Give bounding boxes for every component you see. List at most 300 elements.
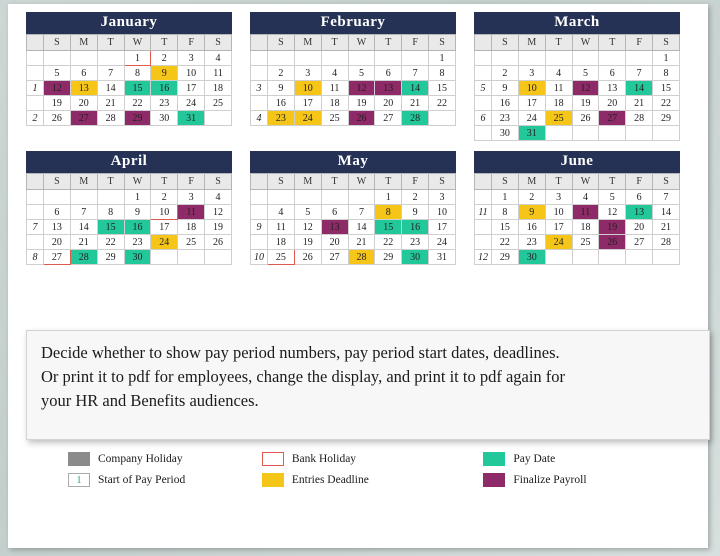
day-cell[interactable]: 27 [44,250,71,265]
day-cell[interactable]: 29 [492,250,519,265]
day-cell[interactable] [70,51,97,66]
day-cell[interactable] [492,51,519,66]
day-cell[interactable] [44,51,71,66]
week-row [475,235,680,250]
month-title: March [474,12,680,34]
day-cell[interactable]: 20 [626,220,653,235]
day-cell[interactable]: 30 [124,250,151,265]
week-row [251,220,456,235]
day-cell[interactable]: 9 [268,81,295,96]
day-cell[interactable]: 28 [402,111,429,126]
day-cell[interactable]: 15 [375,220,402,235]
weekday-header: M [294,35,321,51]
day-cell[interactable]: 15 [429,81,456,96]
day-cell[interactable]: 12 [44,81,71,96]
day-cell[interactable]: 21 [97,96,124,111]
day-cell[interactable]: 16 [124,220,151,235]
week-row [251,250,456,265]
day-cell[interactable] [572,126,599,141]
day-cell[interactable]: 22 [97,235,124,250]
day-cell[interactable] [599,250,626,265]
day-cell[interactable]: 30 [402,250,429,265]
day-cell[interactable]: 4 [205,51,232,66]
day-cell[interactable]: 12 [205,205,232,220]
legend-swatch-holiday [68,452,90,466]
legend-swatch-start: 1 [68,473,90,487]
day-cell[interactable]: 4 [268,205,295,220]
day-cell[interactable] [599,126,626,141]
day-cell[interactable]: 22 [492,235,519,250]
weekday-header: M [70,174,97,190]
day-cell[interactable]: 4 [545,66,572,81]
legend-item [68,473,262,487]
weekday-header: W [124,35,151,51]
day-cell[interactable]: 2 [151,190,178,205]
pay-period-column-header [27,35,44,51]
day-cell[interactable]: 13 [44,220,71,235]
day-cell[interactable] [572,250,599,265]
day-cell[interactable]: 13 [375,81,402,96]
month-block [474,151,680,265]
day-cell[interactable]: 6 [599,66,626,81]
day-cell[interactable]: 7 [402,66,429,81]
week-row [251,205,456,220]
day-cell[interactable]: 1 [124,190,151,205]
day-cell[interactable]: 13 [599,81,626,96]
day-cell[interactable]: 9 [124,205,151,220]
day-cell[interactable]: 15 [124,81,151,96]
day-cell[interactable]: 10 [151,205,178,220]
day-cell[interactable]: 16 [518,220,545,235]
day-cell[interactable]: 5 [44,66,71,81]
day-cell[interactable]: 7 [348,205,375,220]
day-cell[interactable]: 23 [492,111,519,126]
pay-period-column-header [251,35,268,51]
day-cell[interactable]: 13 [626,205,653,220]
day-cell[interactable]: 16 [402,220,429,235]
day-cell[interactable]: 9 [492,81,519,96]
day-cell[interactable]: 24 [178,96,205,111]
day-cell[interactable]: 2 [492,66,519,81]
day-cell[interactable]: 23 [268,111,295,126]
day-cell[interactable]: 2 [151,51,178,66]
day-cell[interactable]: 27 [375,111,402,126]
week-row [27,190,232,205]
pay-period-number: 3 [251,81,268,96]
day-cell[interactable]: 16 [268,96,295,111]
day-cell[interactable]: 27 [626,235,653,250]
day-cell[interactable]: 7 [626,66,653,81]
day-cell[interactable]: 20 [321,235,348,250]
day-cell[interactable]: 19 [572,96,599,111]
day-cell[interactable]: 18 [205,81,232,96]
day-cell[interactable]: 23 [124,235,151,250]
pay-period-number: 8 [27,250,44,265]
weekday-header: W [348,174,375,190]
day-cell[interactable]: 15 [492,220,519,235]
callout-box [26,330,710,440]
day-cell[interactable]: 23 [151,96,178,111]
day-cell[interactable]: 8 [429,66,456,81]
day-cell[interactable]: 22 [429,96,456,111]
weekday-header: W [124,174,151,190]
day-cell[interactable]: 28 [70,250,97,265]
day-cell[interactable]: 6 [626,190,653,205]
day-cell[interactable]: 2 [402,190,429,205]
day-cell[interactable]: 24 [518,111,545,126]
pay-period-number: 1 [27,81,44,96]
day-cell[interactable]: 17 [545,220,572,235]
day-cell[interactable]: 3 [429,190,456,205]
day-cell[interactable]: 4 [205,190,232,205]
day-cell[interactable]: 8 [97,205,124,220]
weekday-header: F [178,174,205,190]
day-cell[interactable] [402,51,429,66]
weekday-header: T [321,174,348,190]
day-cell[interactable]: 6 [321,205,348,220]
day-cell[interactable]: 28 [653,235,680,250]
day-cell[interactable]: 1 [124,51,151,66]
pay-period-number [475,235,492,250]
day-cell[interactable]: 11 [205,66,232,81]
day-cell[interactable]: 19 [599,220,626,235]
day-cell[interactable] [151,250,178,265]
day-cell[interactable] [599,51,626,66]
weekday-header: T [97,35,124,51]
day-cell[interactable]: 1 [492,190,519,205]
day-cell[interactable]: 18 [268,235,295,250]
day-cell[interactable]: 22 [653,96,680,111]
month-title: May [250,151,456,173]
weekday-header: M [518,35,545,51]
day-cell[interactable]: 8 [124,66,151,81]
day-cell[interactable] [321,190,348,205]
day-cell[interactable]: 15 [653,81,680,96]
callout-line-3: your HR and Benefits audiences. [41,390,259,410]
day-cell[interactable]: 10 [518,81,545,96]
day-cell[interactable]: 31 [429,250,456,265]
day-cell[interactable]: 5 [348,66,375,81]
day-cell[interactable]: 22 [375,235,402,250]
day-cell[interactable]: 19 [44,96,71,111]
day-cell[interactable] [294,51,321,66]
month-title: June [474,151,680,173]
weekday-header: S [429,35,456,51]
day-cell[interactable]: 28 [626,111,653,126]
day-cell[interactable]: 31 [518,126,545,141]
weekday-header: F [178,35,205,51]
pay-period-number: 11 [475,205,492,220]
day-cell[interactable]: 3 [294,66,321,81]
day-cell[interactable]: 8 [375,205,402,220]
day-cell[interactable]: 16 [151,81,178,96]
week-row [251,190,456,205]
day-cell[interactable]: 20 [70,96,97,111]
day-cell[interactable]: 14 [402,81,429,96]
day-cell[interactable]: 24 [151,235,178,250]
day-cell[interactable] [348,51,375,66]
day-cell[interactable]: 10 [545,205,572,220]
day-cell[interactable]: 1 [653,51,680,66]
day-cell[interactable] [348,190,375,205]
day-cell[interactable]: 25 [572,235,599,250]
callout-line-2: Or print it to pdf for employees, change the display, and print it to pdf again for [41,366,566,386]
month-block [250,12,456,141]
day-cell[interactable]: 9 [402,205,429,220]
week-row [475,81,680,96]
day-cell[interactable]: 25 [321,111,348,126]
day-cell[interactable] [653,126,680,141]
legend [68,452,668,494]
day-cell[interactable]: 17 [429,220,456,235]
day-cell[interactable]: 25 [205,96,232,111]
day-cell[interactable] [375,51,402,66]
day-cell[interactable]: 28 [97,111,124,126]
pay-period-column-header [475,35,492,51]
legend-item [68,452,262,466]
day-cell[interactable]: 17 [151,220,178,235]
day-cell[interactable]: 5 [572,66,599,81]
weekday-header: T [599,174,626,190]
day-cell[interactable] [44,190,71,205]
week-row [475,190,680,205]
day-cell[interactable]: 21 [402,96,429,111]
day-cell[interactable]: 27 [321,250,348,265]
week-row [475,111,680,126]
pay-period-column-header [251,174,268,190]
day-cell[interactable] [626,51,653,66]
weekday-header: S [205,174,232,190]
week-row [251,235,456,250]
day-cell[interactable]: 18 [321,96,348,111]
day-cell[interactable]: 29 [653,111,680,126]
day-cell[interactable] [518,51,545,66]
month-block [474,12,680,141]
day-cell[interactable]: 23 [518,235,545,250]
day-cell[interactable]: 12 [294,220,321,235]
day-cell[interactable]: 26 [44,111,71,126]
day-cell[interactable]: 25 [178,235,205,250]
week-row [27,111,232,126]
day-cell[interactable] [545,51,572,66]
day-cell[interactable] [205,111,232,126]
day-cell[interactable]: 30 [518,250,545,265]
day-cell[interactable]: 26 [348,111,375,126]
weekday-header: M [70,35,97,51]
month-table [250,173,456,265]
day-cell[interactable]: 6 [44,205,71,220]
month-block [26,12,232,141]
day-cell[interactable]: 19 [205,220,232,235]
day-cell[interactable]: 4 [321,66,348,81]
day-cell[interactable]: 18 [178,220,205,235]
day-cell[interactable]: 11 [545,81,572,96]
day-cell[interactable] [97,51,124,66]
week-row [251,96,456,111]
day-cell[interactable]: 13 [321,220,348,235]
day-cell[interactable]: 27 [70,111,97,126]
weekday-header: T [375,35,402,51]
calendar-months-grid [26,12,698,275]
day-cell[interactable]: 7 [653,190,680,205]
legend-row [68,452,668,466]
day-cell[interactable] [545,126,572,141]
day-cell[interactable]: 7 [70,205,97,220]
day-cell[interactable]: 25 [545,111,572,126]
week-row [27,220,232,235]
day-cell[interactable]: 2 [518,190,545,205]
day-cell[interactable]: 31 [178,111,205,126]
day-cell[interactable]: 21 [626,96,653,111]
day-cell[interactable]: 20 [599,96,626,111]
day-cell[interactable] [572,51,599,66]
day-cell[interactable]: 30 [492,126,519,141]
day-cell[interactable]: 1 [375,190,402,205]
day-cell[interactable]: 14 [626,81,653,96]
calendar-sheet [8,4,708,548]
day-cell[interactable]: 15 [97,220,124,235]
day-cell[interactable]: 13 [70,81,97,96]
day-cell[interactable]: 12 [599,205,626,220]
day-cell[interactable]: 23 [402,235,429,250]
day-cell[interactable]: 24 [545,235,572,250]
day-cell[interactable] [294,190,321,205]
day-cell[interactable]: 14 [348,220,375,235]
month-table [474,34,680,141]
legend-swatch-final [483,473,505,487]
day-cell[interactable]: 18 [545,96,572,111]
day-cell[interactable]: 26 [205,235,232,250]
pay-period-number [475,96,492,111]
day-cell[interactable]: 18 [572,220,599,235]
day-cell[interactable] [97,190,124,205]
day-cell[interactable]: 29 [124,111,151,126]
day-cell[interactable]: 9 [518,205,545,220]
day-cell[interactable]: 1 [429,51,456,66]
day-cell[interactable]: 19 [294,235,321,250]
day-cell[interactable]: 21 [70,235,97,250]
day-cell[interactable]: 16 [492,96,519,111]
legend-label: Start of Pay Period [98,474,186,486]
day-cell[interactable]: 22 [124,96,151,111]
day-cell[interactable]: 21 [653,220,680,235]
weekday-header: F [626,174,653,190]
day-cell[interactable] [545,250,572,265]
day-cell[interactable]: 9 [151,66,178,81]
day-cell[interactable]: 17 [294,96,321,111]
pay-period-number: 7 [27,220,44,235]
month-table [250,34,456,126]
day-cell[interactable]: 2 [268,66,295,81]
day-cell[interactable] [626,250,653,265]
weekday-header: T [545,174,572,190]
pay-period-number [251,66,268,81]
day-cell[interactable]: 7 [97,66,124,81]
day-cell[interactable]: 24 [294,111,321,126]
day-cell[interactable]: 17 [518,96,545,111]
day-cell[interactable]: 11 [572,205,599,220]
legend-label: Pay Date [513,453,556,465]
day-cell[interactable]: 11 [321,81,348,96]
day-cell[interactable]: 14 [97,81,124,96]
weekday-header: T [375,174,402,190]
weekday-header: S [492,174,519,190]
weekday-header: T [151,35,178,51]
day-cell[interactable]: 21 [348,235,375,250]
day-cell[interactable] [178,250,205,265]
day-cell[interactable]: 14 [70,220,97,235]
day-cell[interactable]: 6 [70,66,97,81]
day-cell[interactable]: 12 [572,81,599,96]
day-cell[interactable] [268,51,295,66]
day-cell[interactable]: 10 [178,66,205,81]
weekday-header: S [268,174,295,190]
day-cell[interactable] [653,250,680,265]
day-cell[interactable]: 29 [375,250,402,265]
day-cell[interactable]: 24 [429,235,456,250]
day-cell[interactable]: 28 [348,250,375,265]
day-cell[interactable]: 6 [375,66,402,81]
day-cell[interactable]: 10 [429,205,456,220]
day-cell[interactable]: 8 [492,205,519,220]
pay-period-number: 2 [27,111,44,126]
day-cell[interactable]: 12 [348,81,375,96]
day-cell[interactable] [429,111,456,126]
day-cell[interactable]: 3 [178,190,205,205]
day-cell[interactable]: 19 [348,96,375,111]
day-cell[interactable] [321,51,348,66]
day-cell[interactable] [205,250,232,265]
day-cell[interactable]: 26 [572,111,599,126]
day-cell[interactable]: 25 [268,250,295,265]
day-cell[interactable]: 20 [375,96,402,111]
week-row [27,235,232,250]
day-cell[interactable]: 11 [178,205,205,220]
pay-period-number [27,190,44,205]
day-cell[interactable] [70,190,97,205]
weekday-header: S [268,35,295,51]
pay-period-number: 10 [251,250,268,265]
day-cell[interactable]: 10 [294,81,321,96]
pay-period-number: 6 [475,111,492,126]
pay-period-number [475,190,492,205]
day-cell[interactable]: 4 [572,190,599,205]
day-cell[interactable]: 3 [518,66,545,81]
legend-swatch-bank [262,452,284,466]
legend-swatch-deadline [262,473,284,487]
weekday-header: T [599,35,626,51]
day-cell[interactable]: 5 [599,190,626,205]
day-cell[interactable]: 30 [151,111,178,126]
month-table [474,173,680,265]
day-cell[interactable]: 26 [599,235,626,250]
day-cell[interactable]: 20 [44,235,71,250]
day-cell[interactable] [626,126,653,141]
day-cell[interactable]: 3 [178,51,205,66]
day-cell[interactable]: 27 [599,111,626,126]
day-cell[interactable]: 17 [178,81,205,96]
day-cell[interactable]: 11 [268,220,295,235]
day-cell[interactable] [268,190,295,205]
day-cell[interactable]: 14 [653,205,680,220]
day-cell[interactable]: 26 [294,250,321,265]
day-cell[interactable]: 5 [294,205,321,220]
weekday-header: S [205,35,232,51]
pay-period-number: 4 [251,111,268,126]
day-cell[interactable]: 3 [545,190,572,205]
day-cell[interactable]: 29 [97,250,124,265]
day-cell[interactable]: 8 [653,66,680,81]
